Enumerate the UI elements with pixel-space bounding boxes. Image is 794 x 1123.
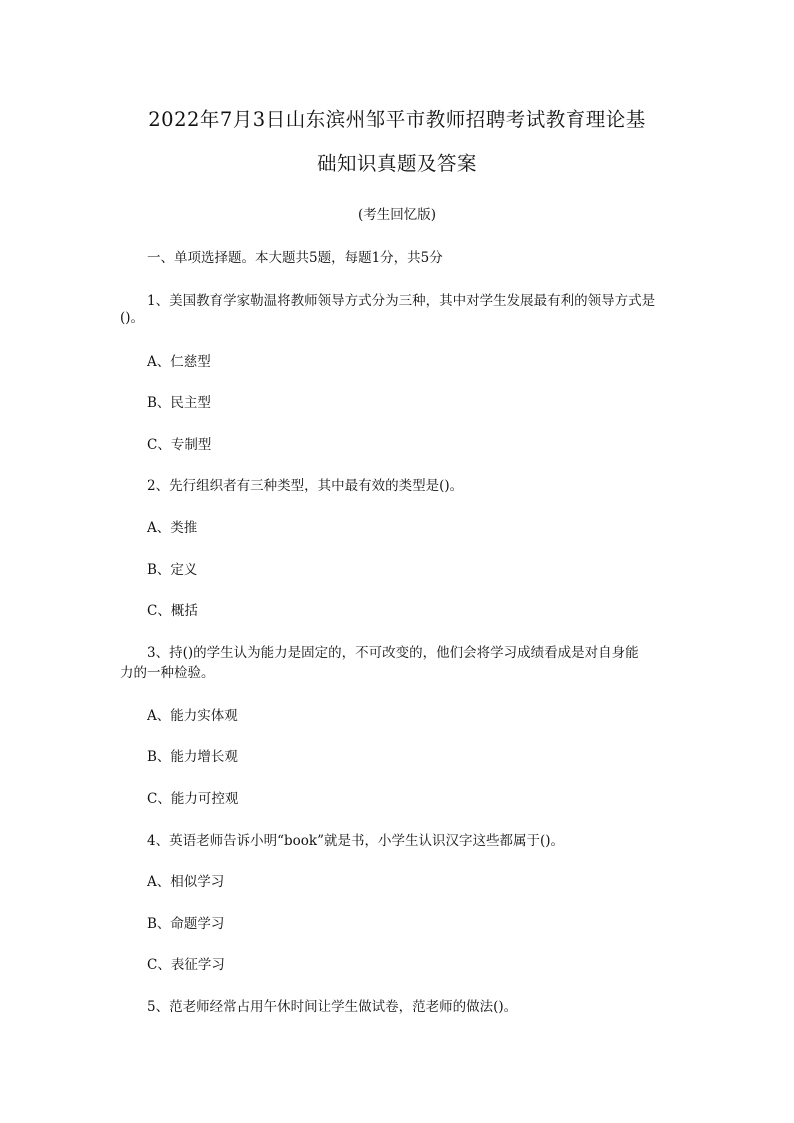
question-4-option-c: C、表征学习 bbox=[147, 957, 225, 973]
question-2-option-b: B、定义 bbox=[147, 562, 198, 578]
question-3-stem-continued: 力的一种检验。 bbox=[120, 665, 215, 681]
question-4-stem: 4、英语老师告诉小明“book”就是书，小学生认识汉字这些都属于()。 bbox=[147, 833, 565, 849]
question-4-option-a: A、相似学习 bbox=[147, 874, 225, 890]
question-1-option-c: C、专制型 bbox=[147, 437, 212, 453]
question-4-option-b: B、命题学习 bbox=[147, 916, 225, 932]
question-2-stem: 2、先行组织者有三种类型，其中最有效的类型是()。 bbox=[147, 478, 464, 494]
question-1-stem: 1、美国教育学家勒温将教师领导方式分为三种，其中对学生发展最有利的领导方式是 bbox=[147, 293, 656, 309]
question-1-option-b: B、民主型 bbox=[147, 395, 211, 411]
document-title-line-2: 础知识真题及答案 bbox=[316, 152, 477, 175]
question-2-option-a: A、类推 bbox=[147, 520, 198, 536]
question-5-stem: 5、范老师经常占用午休时间让学生做试卷，范老师的做法()。 bbox=[147, 999, 518, 1015]
question-1-option-a: A、仁慈型 bbox=[147, 354, 211, 370]
document-title-line-1: 2022年7月3日山东滨州邹平市教师招聘考试教育理论基 bbox=[148, 108, 646, 131]
document-subtitle: (考生回忆版) bbox=[357, 207, 437, 223]
section-heading: 一、单项选择题。本大题共5题，每题1分，共5分 bbox=[147, 250, 443, 266]
question-3-stem: 3、持()的学生认为能力是固定的，不可改变的，他们会将学习成绩看成是对自身能 bbox=[147, 645, 639, 661]
question-1-stem-continued: ()。 bbox=[120, 310, 145, 326]
question-3-option-b: B、能力增长观 bbox=[147, 749, 238, 765]
question-3-option-a: A、能力实体观 bbox=[147, 708, 238, 724]
question-2-option-c: C、概括 bbox=[147, 603, 198, 619]
question-3-option-c: C、能力可控观 bbox=[147, 791, 239, 807]
